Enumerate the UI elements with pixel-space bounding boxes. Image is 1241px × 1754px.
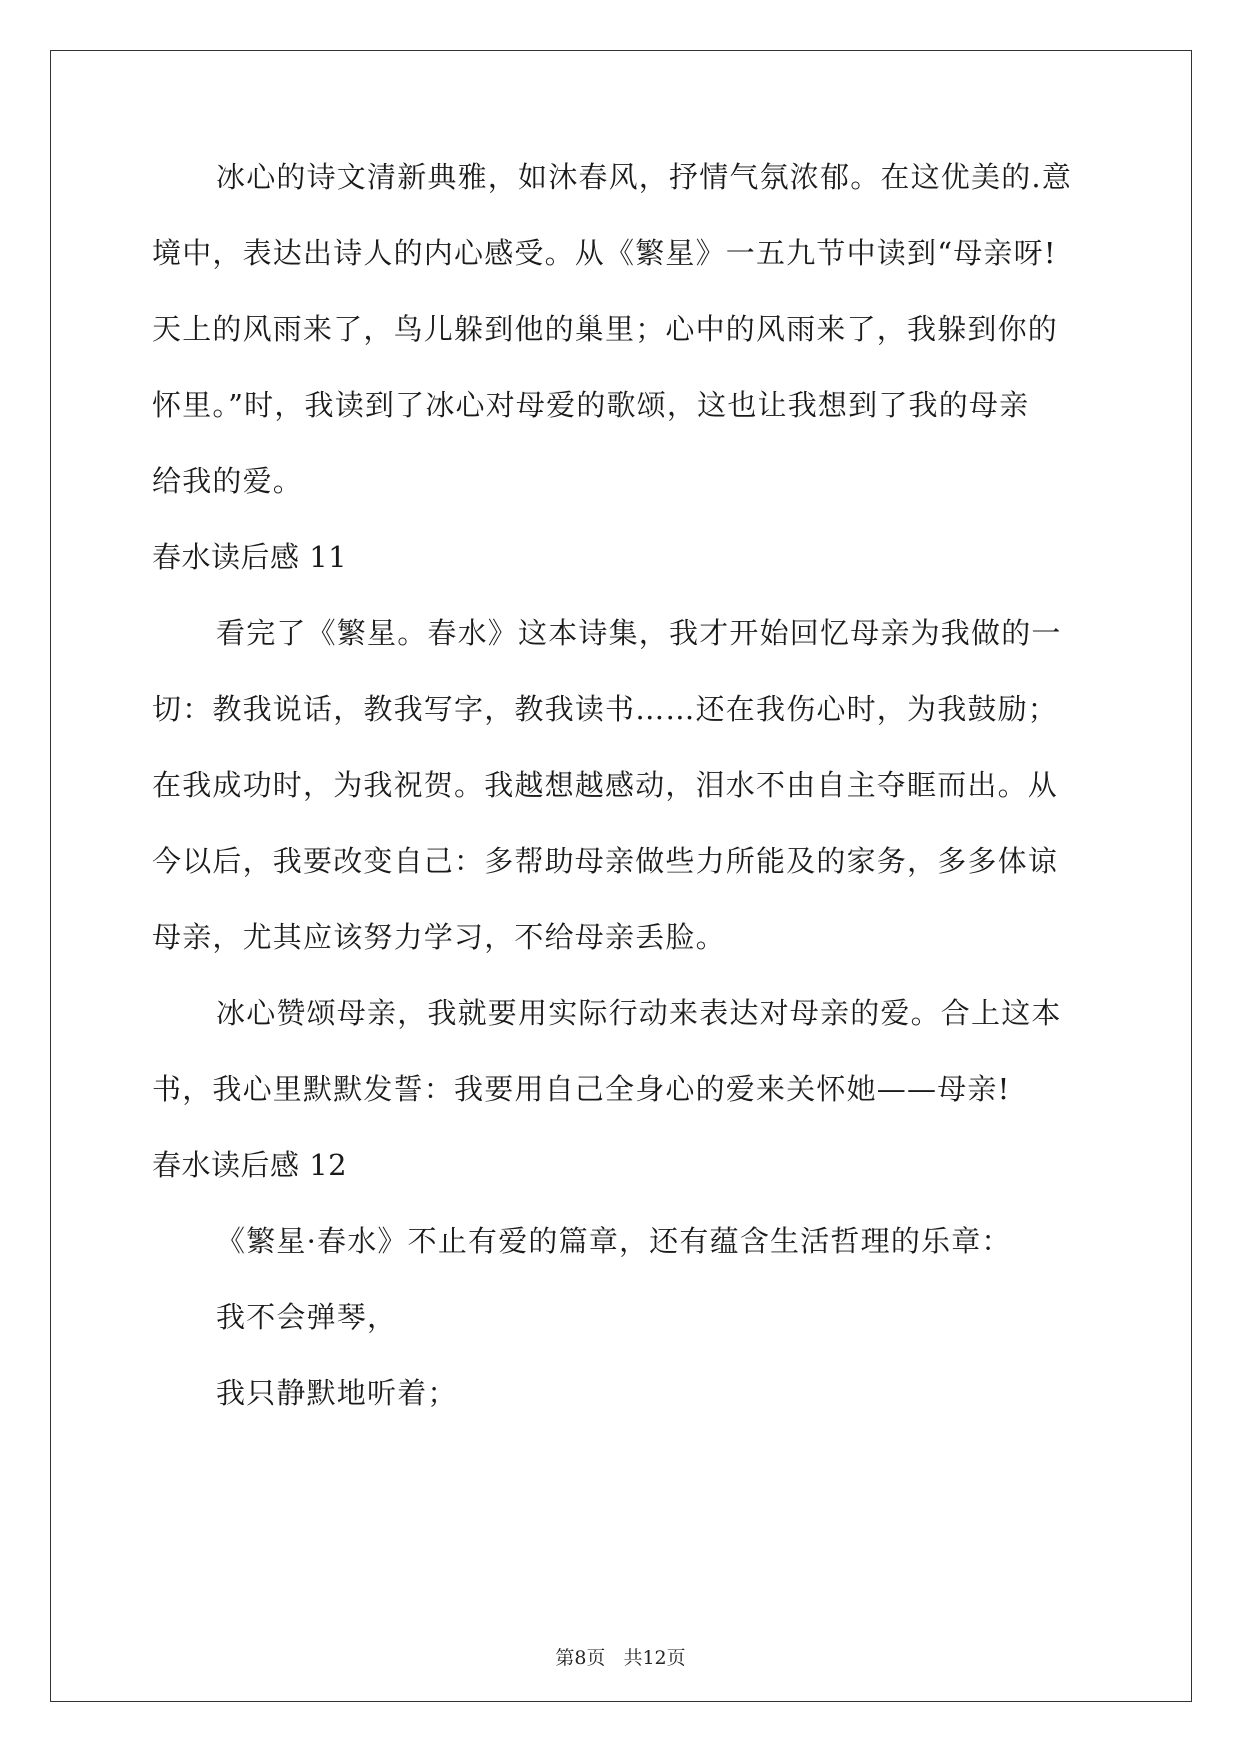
paragraph-2-line-4: 今以后，我要改变自己：多帮助母亲做些力所能及的家务，多多体谅 — [152, 844, 1059, 878]
paragraph-1-line-1: 冰心的诗文清新典雅，如沐春风，抒情气氛浓郁。在这优美的.意 — [216, 160, 1073, 194]
paragraph-2-line-1: 看完了《繁星。春水》这本诗集，我才开始回忆母亲为我做的一 — [216, 616, 1062, 650]
poem-line-2: 我只静默地听着； — [216, 1376, 458, 1410]
document-body — [152, 158, 1092, 1450]
page-total: 共12页 — [623, 1647, 686, 1669]
paragraph-1-line-3: 天上的风雨来了，鸟儿躲到他的巢里；心中的风雨来了，我躲到你的 — [152, 312, 1059, 346]
page-footer — [0, 1643, 1241, 1670]
paragraph-3-line-2: 书，我心里默默发誓：我要用自己全身心的爱来关怀她——母亲! — [152, 1072, 1011, 1106]
paragraph-2-line-2: 切：教我说话，教我写字，教我读书……还在我伤心时，为我鼓励； — [152, 692, 1059, 726]
paragraph-1-line-5: 给我的爱。 — [152, 464, 304, 498]
poem-line-1: 我不会弹琴， — [216, 1300, 398, 1334]
section-heading-11: 春水读后感 11 — [152, 540, 348, 574]
paragraph-1-line-2: 境中，表达出诗人的内心感受。从《繁星》一五九节中读到“母亲呀! — [152, 236, 1057, 270]
section-heading-12: 春水读后感 12 — [152, 1148, 348, 1182]
page-number: 第8页 — [555, 1647, 606, 1669]
paragraph-1-line-4: 怀里。”时，我读到了冰心对母爱的歌颂，这也让我想到了我的母亲 — [152, 388, 1030, 422]
paragraph-4-line-1: 《繁星·春水》不止有爱的篇章，还有蕴含生活哲理的乐章： — [216, 1224, 1012, 1258]
paragraph-3-line-1: 冰心赞颂母亲，我就要用实际行动来表达对母亲的爱。合上这本 — [216, 996, 1062, 1030]
paragraph-2-line-3: 在我成功时，为我祝贺。我越想越感动，泪水不由自主夺眶而出。从 — [152, 768, 1059, 802]
paragraph-2-line-5: 母亲，尤其应该努力学习，不给母亲丢脸。 — [152, 920, 726, 954]
